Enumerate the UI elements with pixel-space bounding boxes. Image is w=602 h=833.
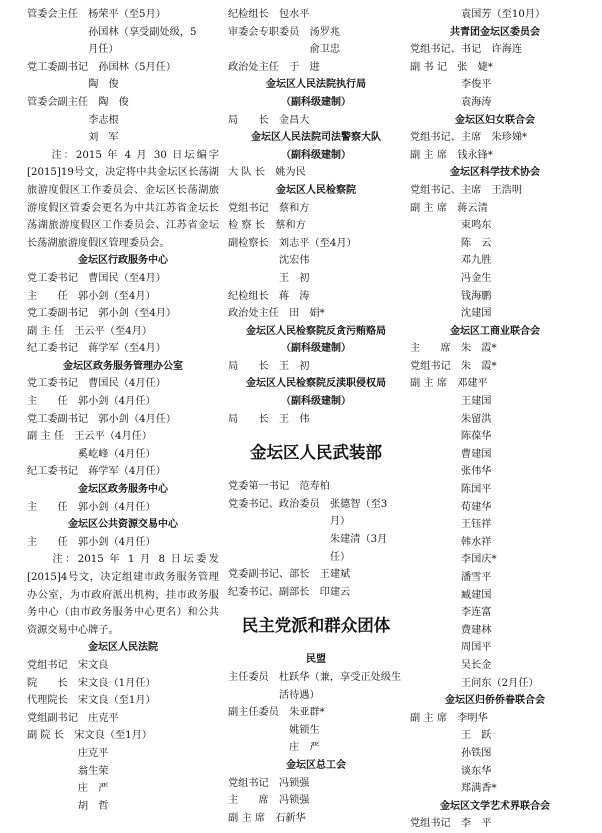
entry-line: 沈建国: [410, 308, 492, 320]
entry-line: 主任委员 杜跃华（兼，享受正处级生: [228, 672, 402, 683]
entry-line: 主 任 郭小剑（4月任）: [27, 536, 156, 548]
entry-line: 纪工委书记 蒋学军（4月任）: [27, 466, 166, 478]
entry-line: 任）: [228, 551, 351, 563]
entry-line: 副 主 席 邓建平: [410, 378, 488, 390]
entry-line: 俞卫忠: [228, 44, 341, 56]
entry-line: 副 主 席 钱永锋*: [410, 149, 493, 161]
section-heading: 金坛区政务服务中心: [78, 484, 168, 496]
entry-line: 党组书记、主席 朱珍娣*: [410, 132, 528, 144]
section-heading: 金坛区公共资源交易中心: [68, 519, 178, 531]
entry-line: 李连富: [410, 607, 492, 619]
entry-line: 纪检组长 包水平: [228, 9, 310, 20]
section-heading: 金坛区人民法院执行局: [266, 79, 366, 91]
entry-line: 王 初: [228, 272, 310, 284]
entry-line: 党组书记 冯锁强: [228, 777, 310, 789]
entry-line: 孙国林（享受副处级，5: [27, 26, 197, 38]
entry-line: 审委会专职委员 汤罗兆: [228, 26, 341, 38]
section-heading: 金坛区政务服务管理办公室: [63, 360, 183, 372]
entry-line: 副主任委员 朱亚群*: [228, 707, 325, 719]
entry-line: 副 院 长 宋文良（至1月）: [27, 730, 153, 742]
entry-line: 纪检组长 蒋 涛: [228, 290, 310, 302]
entry-line: 政治处主任 于 进: [228, 61, 320, 73]
section-heading: 金坛区行政服务中心: [78, 255, 168, 267]
section-heading: 金坛区总工会: [286, 759, 346, 771]
entry-line: 党组书记 李 平: [410, 818, 492, 830]
section-heading: 金坛区妇女联合会: [455, 114, 535, 126]
entry-line: 陈葆华: [410, 431, 492, 443]
entry-line: 翁生荣: [27, 765, 109, 777]
entry-line: 主 任 郭小剑（至4月）: [27, 290, 156, 302]
section-heading: 民盟: [306, 654, 326, 666]
entry-line: 袁国芳（至10月）: [410, 9, 546, 20]
entry-line: 主 任 郭小剑（4月任）: [27, 501, 156, 513]
entry-line: 李国庆*: [410, 554, 497, 566]
entry-line: 党委副书记、部长 王建斌: [228, 569, 351, 581]
entry-line: 孙铁图: [410, 747, 492, 759]
entry-line: 刘 军: [27, 132, 119, 144]
entry-line: 钱海鹏: [410, 290, 492, 302]
entry-line: 冯金生: [410, 272, 492, 284]
entry-line: 李俊平: [410, 79, 492, 91]
entry-line: 朱留洪: [410, 413, 492, 425]
entry-line: 党工委书记 曹国民（4月任）: [27, 378, 166, 390]
entry-line: 庄 严: [27, 783, 109, 795]
entry-line: 党工委副书记 孙国林（5月任）: [27, 61, 177, 73]
entry-line: 月）: [228, 516, 351, 528]
section-heading: 金坛区人民法院: [88, 642, 158, 654]
entry-line: 袁海涛: [410, 96, 492, 108]
entry-line: 庄 严: [228, 742, 320, 754]
entry-line: 副 主 席 李明华: [410, 712, 488, 724]
entry-line: 沈宏伟: [228, 255, 310, 267]
entry-line: 李志根: [27, 114, 119, 126]
column-middle: [228, 6, 404, 827]
entry-line: 庄克平: [27, 747, 109, 759]
section-heading: 共青团金坛区委员会: [450, 26, 540, 38]
entry-line: 韩水祥: [410, 536, 492, 548]
entry-line: 管委会副主任 陶 俊: [27, 96, 129, 108]
section-heading: （副科级建制）: [281, 96, 351, 108]
entry-line: 王问东（2月任）: [410, 677, 539, 689]
entry-line: 郑满香*: [410, 783, 497, 795]
entry-line: 周国平: [410, 642, 492, 654]
section-heading: 金坛区工商业联合会: [450, 325, 540, 337]
entry-line: 副检察长 刘志平（至4月）: [228, 237, 357, 249]
entry-line: 党组书记 蔡和方: [228, 202, 310, 214]
section-heading: 金坛区科学技术协会: [450, 167, 540, 179]
entry-line: 陈国平: [410, 484, 492, 496]
entry-line: 副 主 任 王云平（4月任）: [27, 431, 153, 443]
entry-line: 局 长 王 初: [228, 360, 310, 372]
entry-line: 党组书记、书记 许海连: [410, 44, 523, 56]
section-heading: （副科级建制）: [281, 343, 351, 355]
entry-line: 副 主 任 王云平（至4月）: [27, 325, 153, 337]
entry-line: 检 察 长 蔡和方: [228, 220, 306, 232]
entry-line: 王 跃: [410, 730, 492, 742]
section-heading: 金坛区归侨侨眷联合会: [445, 695, 545, 707]
entry-line: 纪工委书记 蒋学军（至4月）: [27, 343, 166, 355]
entry-line: 荀建华: [410, 501, 492, 513]
column-right: [410, 6, 580, 833]
entry-line: 邓九胜: [410, 255, 492, 267]
section-heading: 金坛区人民检察院反渎职侵权局: [246, 378, 386, 390]
entry-line: 王钰祥: [410, 519, 492, 531]
entry-line: 陶 俊: [27, 79, 119, 91]
entry-line: 曹建国: [410, 448, 492, 460]
chapter-heading: 金坛区人民武装部: [250, 443, 382, 463]
entry-line: 张伟华: [410, 466, 492, 478]
entry-line: 吴长金: [410, 659, 492, 671]
entry-line: 陈 云: [410, 237, 492, 249]
column-left: [27, 6, 219, 815]
entry-line: 胡 哲: [27, 800, 109, 812]
note-paragraph: 注：2015 年 4 月 30 日坛编字 [2015]19号文，决定将中共金坛区长荡湖旅游度假区工作委员会、金坛区长荡湖旅游度假区管委会更名为中共江苏省金坛长荡湖旅游度假区工作委员会、江苏省金坛长荡湖旅游度假区管理委员会。: [27, 149, 219, 249]
entry-line: 主 席 冯锁强: [228, 795, 310, 807]
entry-line: 费建林: [410, 624, 492, 636]
entry-line: 院 长 宋文良（1月任）: [27, 677, 156, 689]
entry-line: 政治处主任 田 娟*: [228, 308, 325, 320]
entry-line: 束鸣东: [410, 220, 492, 232]
section-heading: 金坛区人民检察院: [276, 184, 356, 196]
entry-line: 主 任 郭小剑（4月任）: [27, 396, 156, 408]
entry-line: 党工委书记 曹国民（至4月）: [27, 272, 166, 284]
entry-line: 局 长 王 伟: [228, 413, 310, 425]
entry-line: 党组书记、主席 王浩明: [410, 184, 523, 196]
entry-line: 谈东华: [410, 765, 492, 777]
entry-line: 副 主 席 石新华: [228, 812, 306, 824]
entry-line: 潘雪平: [410, 572, 492, 583]
section-heading: 金坛区人民法院司法警察大队: [251, 132, 381, 144]
entry-line: 大 队 长 姚为民: [228, 167, 306, 179]
entry-line: 管委会主任 杨荣平（至5月）: [27, 9, 166, 20]
note-paragraph: 注：2015 年 1 月 8 日坛委发 [2015]4号文，决定组建市政务服务管理办公室，为市政府派出机构，挂市政务服务中心（由市政务服务中心更名）和公共资源交易中心牌子。: [27, 554, 219, 636]
entry-line: 党委书记、政治委员 张德智（至3: [228, 498, 388, 510]
section-heading: （副科级建制）: [281, 396, 351, 408]
entry-line: 党工委副书记 郭小剑（4月任）: [27, 413, 177, 425]
entry-line: 党工委副书记 郭小剑（至4月）: [27, 308, 177, 320]
entry-line: 副 书 记 张 婕*: [410, 61, 493, 73]
entry-line: 姚锁生: [228, 724, 320, 736]
entry-line: 党组书记 宋文良: [27, 659, 109, 671]
section-heading: 金坛区文学艺术界联合会: [440, 800, 550, 812]
entry-line: 臧建国: [410, 589, 492, 601]
entry-line: 代理院长 宋文良（至1月）: [27, 695, 156, 707]
entry-line: 党委第一书记 范寿柏: [228, 481, 330, 493]
entry-line: 党组副书记 庄克平: [27, 712, 119, 724]
entry-line: 月任）: [27, 44, 119, 56]
section-heading: （副科级建制）: [281, 149, 351, 161]
entry-line: 副 主 席 蒋云清: [410, 202, 488, 214]
entry-line: 奚屹峰（4月任）: [27, 448, 156, 460]
section-heading: 金坛区人民检察院反贪污贿赂局: [246, 325, 386, 337]
entry-line: 王建国: [410, 396, 492, 408]
entry-line: 纪委书记、副部长 印建云: [228, 586, 351, 598]
chapter-heading: 民主党派和群众团体: [241, 616, 391, 636]
entry-line: 主 席 朱 霞*: [410, 343, 497, 355]
entry-line: 朱建清（3月: [228, 534, 388, 546]
entry-line: 局 长 金昌大: [228, 114, 310, 126]
entry-line: 活待遇）: [228, 689, 320, 701]
entry-line: 党组书记 朱 霞*: [410, 360, 497, 372]
